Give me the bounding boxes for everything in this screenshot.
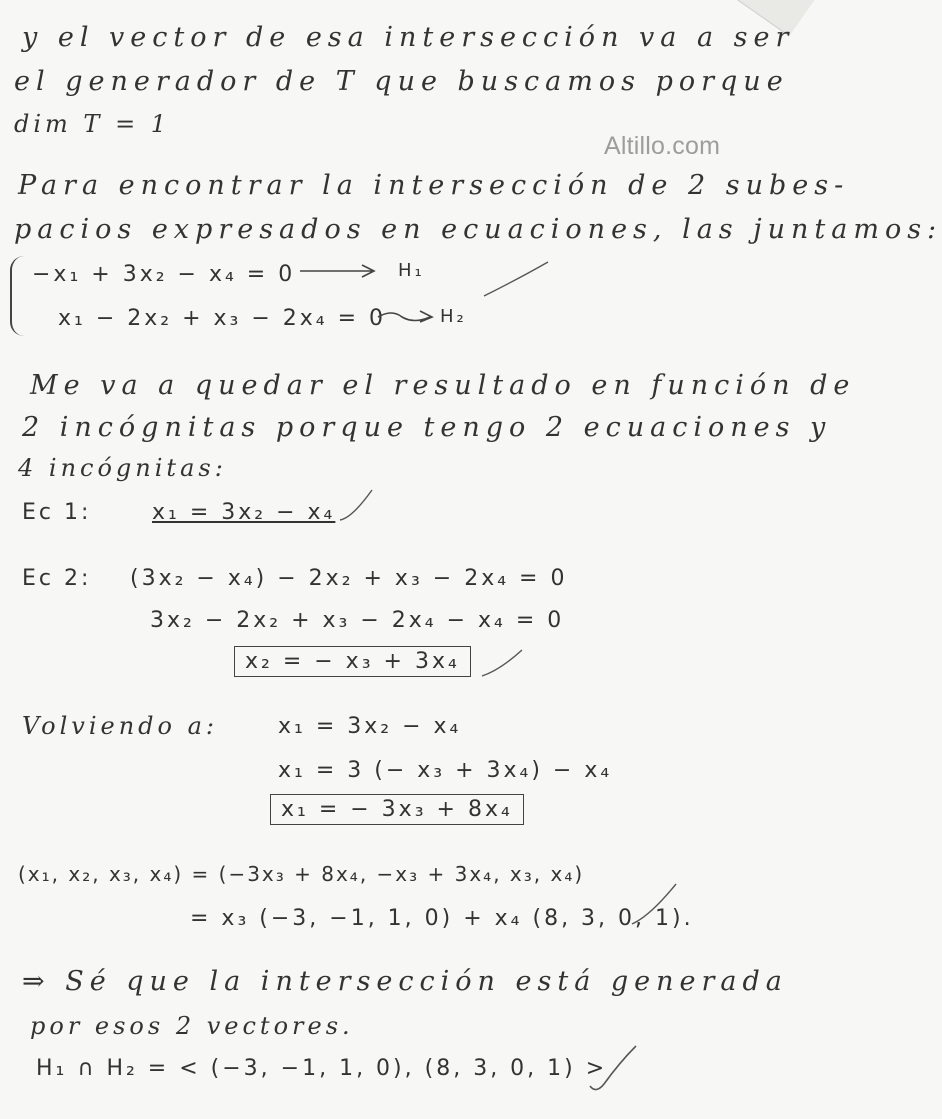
checkmark-3-icon — [482, 650, 522, 676]
vector-expression: (x₁, x₂, x₃, x₄) = (−3x₃ + 8x₄, −x₃ + 3x₄, x₃, x₄) — [18, 862, 585, 886]
text-line-3: dim T = 1 — [14, 110, 171, 138]
ec1-expression: x₁ = 3x₂ − x₄ — [152, 500, 336, 525]
text-line-7: 2 incógnitas porque tengo 2 ecuaciones y — [22, 412, 832, 443]
text-line-10: por esos 2 vectores. — [30, 1012, 354, 1040]
ec2-result-boxed: x₂ = − x₃ + 3x₄ — [234, 646, 471, 677]
text-line-4: Para encontrar la intersección de 2 subes- — [18, 170, 850, 201]
checkmark-5-icon — [590, 1046, 636, 1090]
ec2-step-2: 3x₂ − 2x₂ + x₃ − 2x₄ − x₄ = 0 — [150, 608, 565, 633]
arrow-h1-icon — [300, 265, 374, 277]
checkmark-4-icon — [632, 884, 676, 924]
arrow-h2-icon — [378, 311, 432, 322]
equation-h1-label: H₁ — [398, 260, 425, 281]
ec2-label: Ec 2: — [22, 566, 92, 591]
watermark: Altillo.com — [604, 132, 721, 160]
equation-h1: −x₁ + 3x₂ − x₄ = 0 — [32, 262, 296, 287]
text-line-5: pacios expresados en ecuaciones, las juntamos: — [14, 214, 942, 245]
volviendo-step-2: x₁ = 3 (− x₃ + 3x₄) − x₄ — [278, 758, 613, 783]
ec2-step-1: (3x₂ − x₄) − 2x₂ + x₃ − 2x₄ = 0 — [130, 566, 568, 591]
vector-decomposition: = x₃ (−3, −1, 1, 0) + x₄ (8, 3, 0, 1). — [190, 906, 694, 931]
volviendo-step-1: x₁ = 3x₂ − x₄ — [278, 714, 462, 739]
volviendo-result-boxed: x₁ = − 3x₃ + 8x₄ — [270, 794, 524, 825]
checkmark-1-icon — [484, 262, 548, 296]
text-line-1: y el vector de esa intersección va a ser — [22, 22, 795, 53]
text-line-9: ⇒ Sé que la intersección está generada — [22, 966, 788, 997]
checkmark-2-icon — [340, 490, 372, 520]
text-line-8: 4 incógnitas: — [18, 454, 227, 482]
text-line-6: Me va a quedar el resultado en función de — [30, 370, 856, 401]
ec1-label: Ec 1: — [22, 500, 92, 525]
equation-h2-label: H₂ — [440, 306, 467, 327]
volviendo-label: Volviendo a: — [22, 712, 218, 740]
final-result: H₁ ∩ H₂ = < (−3, −1, 1, 0), (8, 3, 0, 1) > — [36, 1056, 608, 1081]
text-line-2: el generador de T que buscamos porque — [14, 66, 789, 97]
equation-h2: x₁ − 2x₂ + x₃ − 2x₄ = 0 — [58, 306, 387, 331]
